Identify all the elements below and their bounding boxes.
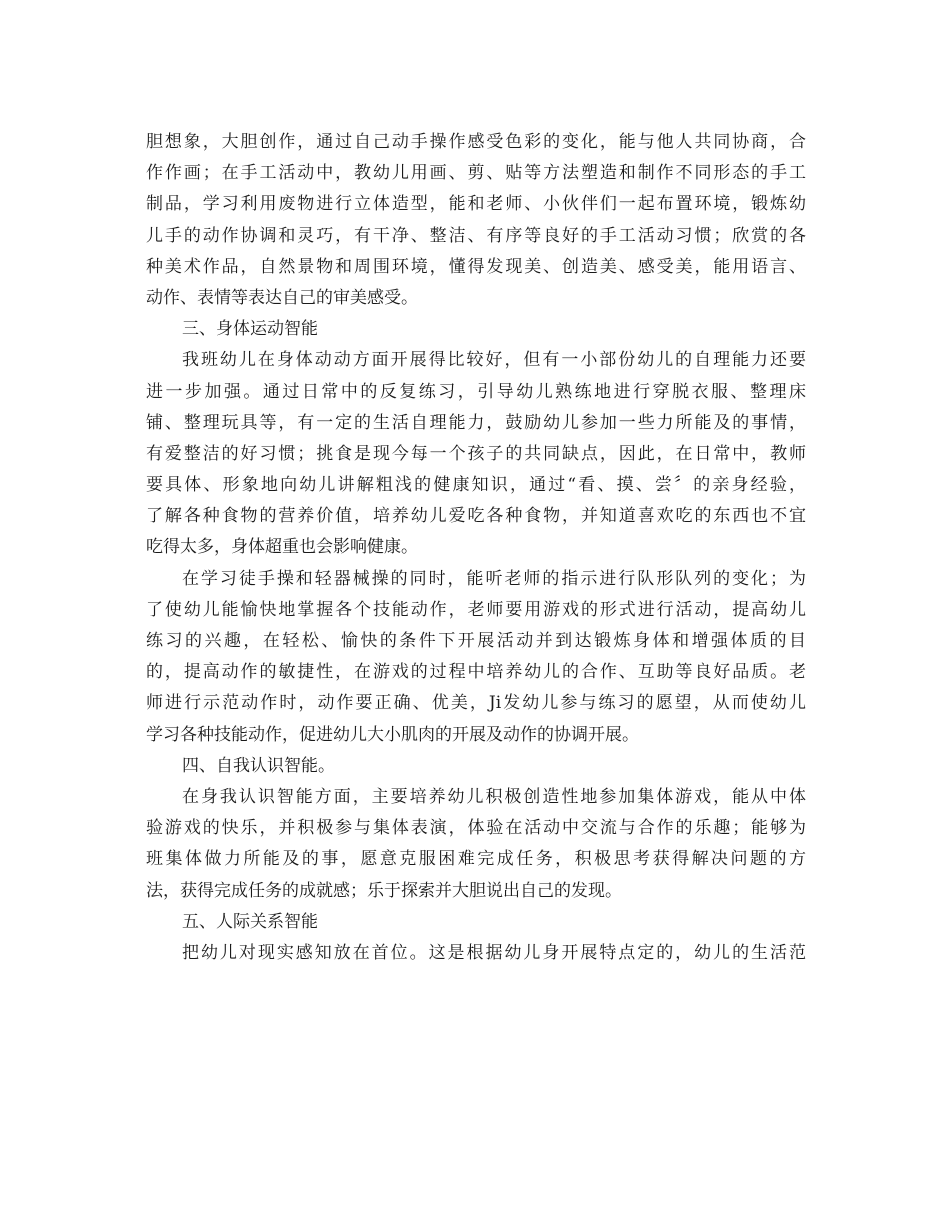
text-line: 进一步加强。通过日常中的反复练习，引导幼儿熟练地进行穿脱衣服、整理床 bbox=[146, 381, 806, 402]
text-line: 儿手的动作协调和灵巧，有干净、整洁、有序等良好的手工活动习惯；欣赏的各 bbox=[146, 225, 806, 246]
text-line: 要具体、形象地向幼儿讲解粗浅的健康知识，通过“看、摸、尝〞的亲身经验， bbox=[146, 475, 806, 496]
text-line: 师进行示范动作时，动作要正确、优美，Ji发幼儿参与练习的愿望，从而使幼儿 bbox=[146, 693, 806, 714]
text-line: 五、人际关系智能 bbox=[182, 911, 318, 932]
text-line: 学习各种技能动作，促进幼儿大小肌肉的开展及动作的协调开展。 bbox=[146, 724, 639, 745]
text-line: 胆想象，大胆创作，通过自己动手操作感受色彩的变化，能与他人共同协商，合 bbox=[146, 132, 806, 152]
text-line: 我班幼儿在身体动动方面开展得比较好，但有一小部份幼儿的自理能力还要 bbox=[182, 350, 806, 371]
text-line: 有爱整洁的好习惯；挑食是现今每一个孩子的共同缺点，因此，在日常中，教师 bbox=[146, 443, 806, 464]
text-line: 动作、表情等表达自己的审美感受。 bbox=[146, 287, 418, 308]
text-line: 四、自我认识智能。 bbox=[182, 755, 335, 776]
text-line: 验游戏的快乐，并积极参与集体表演，体验在活动中交流与合作的乐趣；能够为 bbox=[146, 818, 806, 839]
text-line: 吃得太多，身体超重也会影响健康。 bbox=[146, 537, 418, 558]
text-line: 铺、整理玩具等，有一定的生活自理能力，鼓励幼儿参加一些力所能及的事情， bbox=[146, 412, 806, 433]
text-line: 了解各种食物的营养价值，培养幼儿爱吃各种食物，并知道喜欢吃的东西也不宜 bbox=[146, 506, 806, 527]
document-page bbox=[146, 127, 806, 969]
text-line: 在学习徒手操和轻器械操的同时，能听老师的指示进行队形队列的变化；为 bbox=[182, 568, 806, 589]
text-line: 把幼儿对现实感知放在首位。这是根据幼儿身开展特点定的，幼儿的生活范 bbox=[182, 942, 806, 963]
text-line: 法，获得完成任务的成就感；乐于探索并大胆说出自己的发现。 bbox=[146, 880, 622, 901]
text-line: 了使幼儿能愉快地掌握各个技能动作，老师要用游戏的形式进行活动，提高幼儿 bbox=[146, 599, 806, 620]
text-line: 作作画；在手工活动中，教幼儿用画、剪、贴等方法塑造和制作不同形态的手工 bbox=[146, 163, 806, 184]
text-line: 三、身体运动智能 bbox=[182, 319, 318, 340]
text-line: 制品，学习利用废物进行立体造型，能和老师、小伙伴们一起布置环境，锻炼幼 bbox=[146, 194, 806, 215]
text-line: 在身我认识智能方面，主要培养幼儿积极创造性地参加集体游戏，能从中体 bbox=[182, 786, 806, 807]
text-line: 的，提高动作的敏捷性，在游戏的过程中培养幼儿的合作、互助等良好品质。老 bbox=[146, 662, 806, 683]
text-line: 种美术作品，自然景物和周围环境，懂得发现美、创造美、感受美，能用语言、 bbox=[146, 256, 806, 277]
text-line: 练习的兴趣，在轻松、愉快的条件下开展活动并到达锻炼身体和增强体质的目 bbox=[146, 631, 806, 651]
text-line: 班集体做力所能及的事，愿意克服困难完成任务，积极思考获得解决问题的方 bbox=[146, 849, 806, 870]
